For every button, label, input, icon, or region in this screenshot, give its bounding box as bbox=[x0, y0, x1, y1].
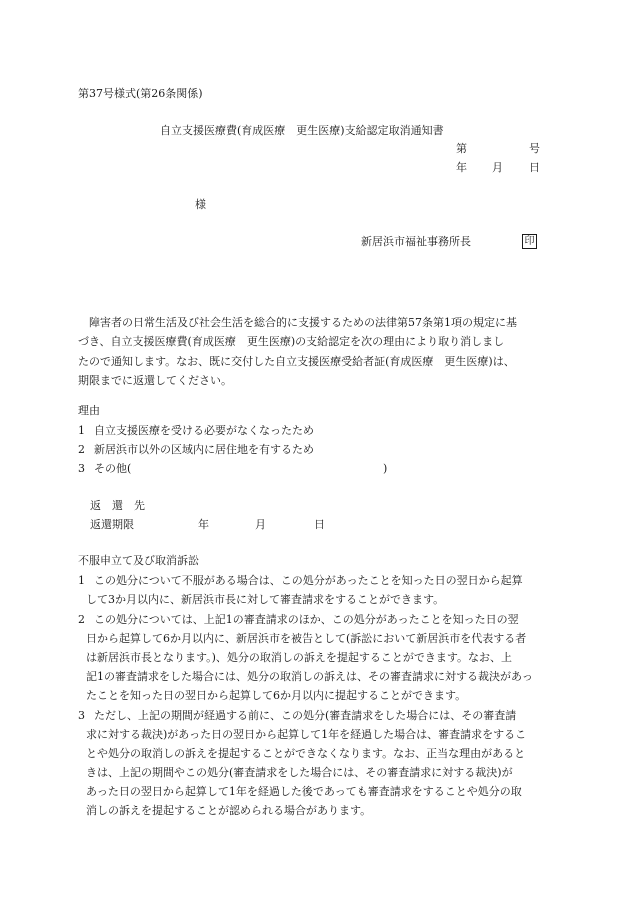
body-line-2: づき、自立支援医療費(育成医療 更生医療)の支給認定を次の理由により取り消しまし bbox=[78, 335, 505, 348]
reason-item-3-close: ) bbox=[383, 462, 388, 475]
return-destination-label: 返 還 先 bbox=[90, 499, 145, 512]
issuer-name: 新居浜市福祉事務所長 bbox=[361, 235, 471, 248]
appeal-item-2-line-5: たことを知った日の翌日から起算して6か月以内に提起することができます。 bbox=[86, 689, 467, 702]
body-line-1: 障害者の日常生活及び社会生活を総合的に支援するための法律第57条第1項の規定に基 bbox=[78, 316, 517, 329]
seal-mark bbox=[522, 234, 537, 249]
appeal-item-3-line-3: とや処分の取消しの訴えを提起することができなくなります。なお、正当な理由があると bbox=[86, 747, 526, 760]
seal-box: 印 bbox=[522, 234, 537, 249]
doc-number-suffix: 号 bbox=[529, 142, 540, 155]
appeal-item-3-number: 3 bbox=[78, 709, 85, 722]
appeal-item-1-line-1: この処分について不服がある場合は、この処分があったことを知った日の翌日から起算 bbox=[94, 574, 523, 587]
addressee-suffix: 様 bbox=[195, 198, 206, 211]
doc-number-prefix: 第 bbox=[456, 142, 467, 155]
reason-item-1-number: 1 bbox=[78, 424, 85, 437]
appeal-item-2-line-4: 記1の審査請求をした場合には、処分の取消しの訴えは、その審査請求に対する裁決があっ bbox=[86, 670, 533, 683]
reason-item-2-number: 2 bbox=[78, 443, 85, 456]
reasons-heading: 理由 bbox=[78, 404, 100, 417]
reason-item-1-text: 自立支援医療を受ける必要がなくなったため bbox=[94, 424, 314, 437]
body-line-3: たので通知します。なお、既に交付した自立支援医療受給者証(育成医療 更生医療)は、 bbox=[78, 355, 515, 368]
appeal-heading: 不服申立て及び取消訴訟 bbox=[78, 554, 199, 567]
return-deadline-year: 年 bbox=[198, 518, 209, 531]
appeal-item-3-line-5: あった日の翌日から起算して1年を経過した後であっても審査請求をすることや処分の取 bbox=[86, 785, 522, 798]
reason-item-2-text: 新居浜市以外の区域内に居住地を有するため bbox=[94, 443, 314, 456]
return-deadline-month: 月 bbox=[255, 518, 266, 531]
return-deadline-label: 返還期限 bbox=[90, 518, 134, 531]
appeal-item-1-line-2: して3か月以内に、新居浜市長に対して審査請求をすることができます。 bbox=[86, 593, 445, 606]
appeal-item-1-number: 1 bbox=[78, 574, 85, 587]
reason-item-3-text: その他( bbox=[94, 462, 132, 475]
appeal-item-2-number: 2 bbox=[78, 613, 85, 626]
form-number: 第37号様式(第26条関係) bbox=[78, 87, 203, 100]
appeal-item-3-line-4: きは、上記の期間やこの処分(審査請求をした場合には、その審査請求に対する裁決)が bbox=[86, 766, 513, 779]
date-day: 日 bbox=[529, 161, 540, 174]
appeal-item-3-line-2: 求に対する裁決)があった日の翌日から起算して1年を経過した場合は、審査請求をするこ bbox=[86, 728, 527, 741]
appeal-item-2-line-3: は新居浜市長となります。)、処分の取消しの訴えを提起することができます。なお、上 bbox=[86, 651, 513, 664]
appeal-item-2-line-1: この処分については、上記1の審査請求のほか、この処分があったことを知った日の翌 bbox=[94, 613, 519, 626]
date-month: 月 bbox=[492, 161, 503, 174]
date-year: 年 bbox=[456, 161, 467, 174]
appeal-item-3-line-1: ただし、上記の期間が経過する前に、この処分(審査請求をした場合には、その審査請 bbox=[94, 709, 517, 722]
return-deadline-day: 日 bbox=[314, 518, 325, 531]
reason-item-3-number: 3 bbox=[78, 462, 85, 475]
body-line-4: 期限までに返還してください。 bbox=[78, 374, 232, 387]
appeal-item-2-line-2: 日から起算して6か月以内に、新居浜市を被告として(訴訟において新居浜市を代表する者 bbox=[86, 632, 527, 645]
document-title: 自立支援医療費(育成医療 更生医療)支給認定取消通知書 bbox=[160, 124, 444, 137]
appeal-item-3-line-6: 消しの訴えを提起することが認められる場合があります。 bbox=[86, 804, 372, 817]
